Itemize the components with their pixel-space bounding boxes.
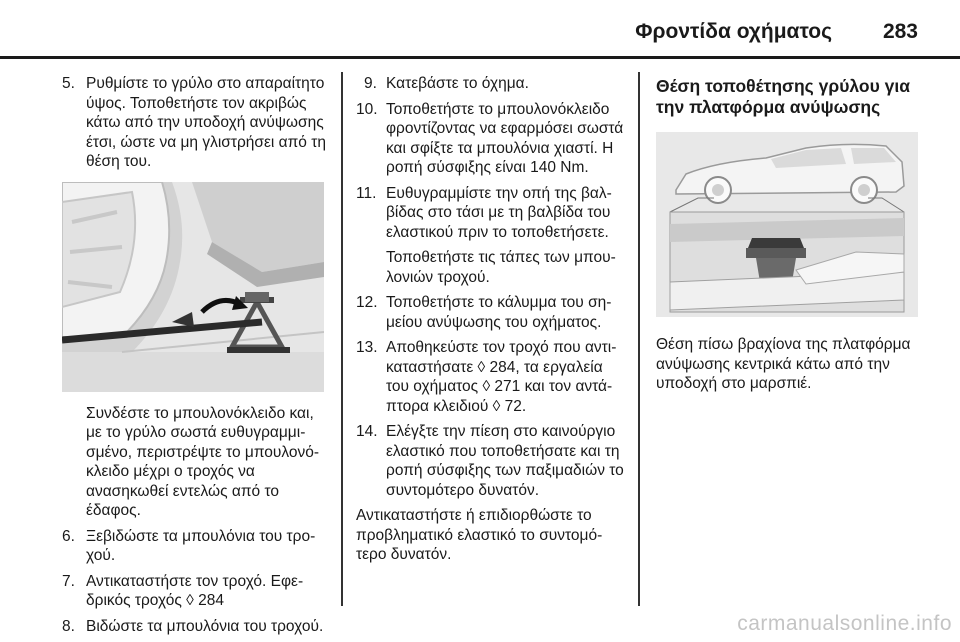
paragraph-wheel-caps: Τοποθετήστε τις τάπες των μπουλονιών τροχού. (386, 249, 616, 286)
column-1 (62, 74, 328, 642)
step-number: 10. (356, 100, 378, 118)
step-12 (356, 293, 626, 332)
step-number: 9. (364, 75, 377, 92)
step-number: 14. (356, 423, 378, 440)
step-number: 6. (62, 527, 75, 545)
step-number: 5. (62, 75, 75, 92)
step-14 (356, 422, 626, 500)
step-number: 8. (62, 617, 75, 635)
step-10 (356, 100, 626, 178)
lift-platform-illustration (656, 132, 918, 317)
page-header (0, 0, 960, 62)
header-rule (0, 56, 960, 59)
step-text: Ευθυγραμμίστε την οπή της βαλβίδας στο τάσι με τη βαλβίδα του ελαστικού πριν το τοποθετήσετε. (386, 184, 612, 241)
step-9 (356, 74, 626, 94)
paragraph-connect-wrench: Συνδέστε το μπουλονόκλειδο και, με το γρύλο σωστά ευθυγραμμισμένο, περιστρέψτε το μπουλονόκλειδο μέχρι ο τροχός να ανασηκωθεί εντελώς από το έδαφος. (86, 404, 320, 519)
step-number: 12. (356, 294, 378, 311)
column-3 (656, 74, 920, 400)
column-divider-1 (341, 72, 343, 606)
column-2 (356, 74, 626, 571)
step-text: Τοποθετήστε το κάλυμμα του σημείου ανύψωσης του οχήματος. (386, 294, 612, 331)
step-text: Αντικαταστήστε τον τροχό. Εφεδρικός τροχός ◊ 284 (86, 572, 304, 609)
step-6 (62, 527, 328, 566)
section-heading: Φροντίδα οχήματος (635, 20, 832, 43)
step-text: Ξεβιδώστε τα μπουλόνια του τροχού. (86, 527, 316, 564)
step-text: Βιδώστε τα μπουλόνια του τροχού. (86, 617, 324, 635)
column-divider-2 (638, 72, 640, 606)
step-text: Αποθηκεύστε τον τροχό που αντικαταστήσατε ◊ 284, τα εργαλεία του οχήματος ◊ 271 και τον αντάπτορα κλειδιού ◊ 72. (386, 339, 617, 415)
step-8 (62, 617, 328, 637)
step-13 (356, 338, 626, 416)
step-5 (62, 74, 328, 172)
jack-wrench-illustration (62, 182, 324, 392)
step-7 (62, 572, 328, 611)
page-number: 283 (882, 20, 918, 43)
step-text: Ελέγξτε την πίεση στο καινούργιο ελαστικό που τοποθετήσατε και τη ροπή σύσφιξης των παξιμαδιών το συντομότερο δυνατόν. (386, 423, 624, 499)
watermark: carmanualsonline.info (737, 612, 952, 635)
paragraph-replace-tyre: Αντικαταστήστε ή επιδιορθώστε το προβληματικό ελαστικό το συντομότερο δυνατόν. (356, 507, 603, 563)
step-11 (356, 184, 626, 243)
step-number: 7. (62, 572, 75, 590)
step-text: Κατεβάστε το όχημα. (386, 75, 529, 92)
lift-platform-heading: Θέση τοποθέτησης γρύλου για την πλατφόρμα ανύψωσης (656, 76, 910, 117)
step-number: 13. (356, 339, 378, 356)
step-text: Τοποθετήστε το μπουλονόκλειδο φροντίζοντας να εφαρμόσει σωστά και σφίξτε τα μπουλόνια χιαστί. Η ροπή σύσφιξης είναι 140 Nm. (386, 100, 624, 176)
step-number: 11. (356, 184, 377, 202)
step-text: Ρυθμίστε το γρύλο στο απαραίτητο ύψος. Τοποθετήστε τον ακριβώς κάτω από την υποδοχή ανύψωσης έτσι, ώστε να μη γλιστρήσει από τη θέση του. (86, 75, 326, 170)
illustration-caption: Θέση πίσω βραχίονα της πλατφόρμα ανύψωσης κεντρικά κάτω από την υποδοχή στο μαρσπιέ. (656, 336, 911, 392)
